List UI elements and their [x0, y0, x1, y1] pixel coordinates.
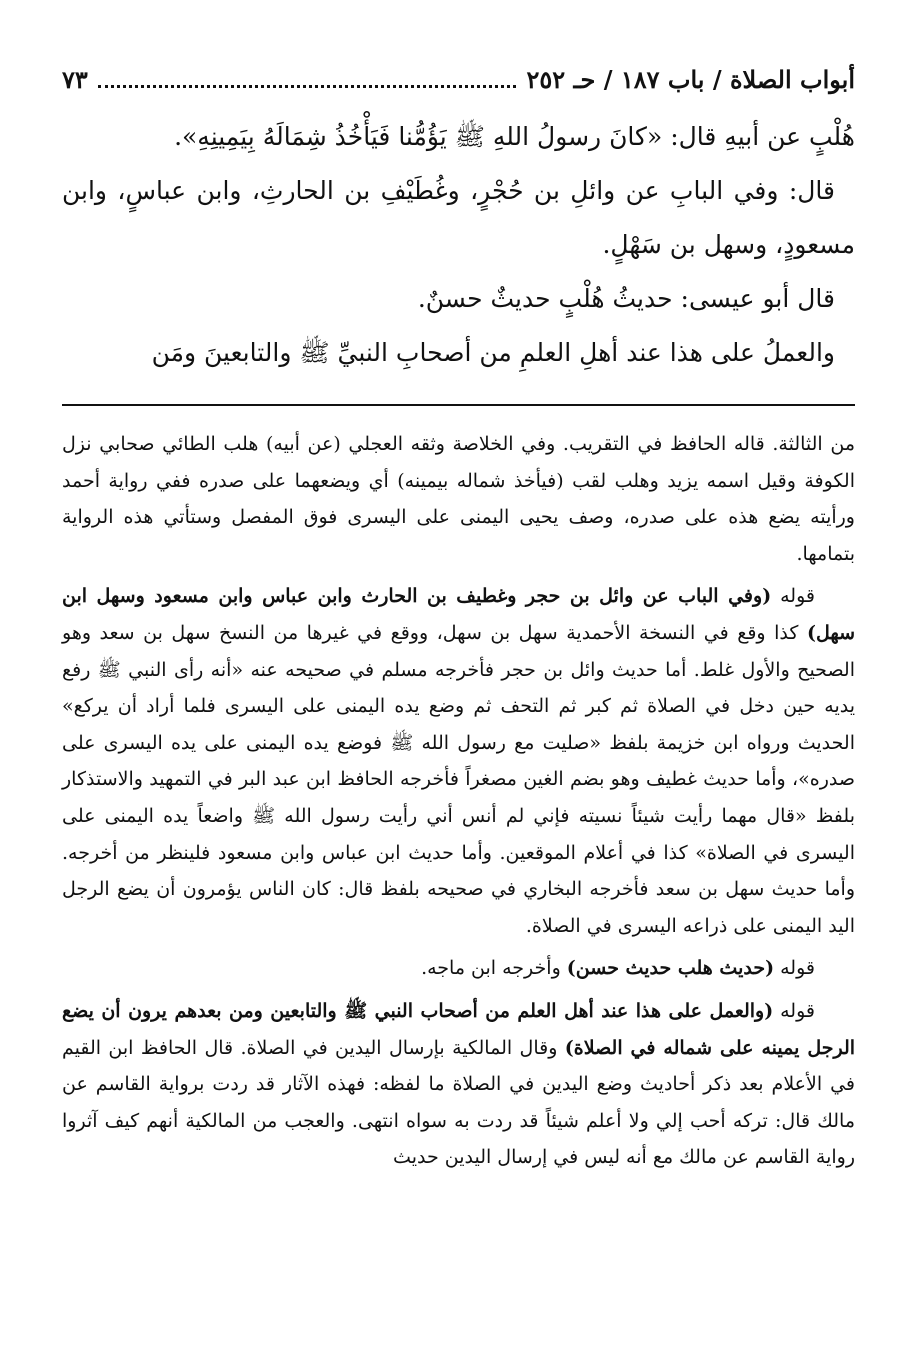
commentary-lead: قوله: [780, 957, 815, 980]
footnote-separator: [62, 404, 855, 406]
hadith-paragraph: قال: وفي البابِ عن وائلِ بن حُجْرٍ، وغُطَيْفِ بن الحارثِ، وابن عباسٍ، وابن مسعودٍ، وسهل بن سَهْلٍ.: [62, 176, 855, 259]
commentary: [62, 426, 855, 1176]
hadith-paragraph: هُلْبٍ عن أبيهِ قال: «كانَ رسولُ اللهِ ﷺ يَؤُمُّنا فَيَأْخُذُ شِمَالَهُ بِيَمِينِهِ».: [174, 122, 855, 151]
commentary-lead: قوله: [780, 999, 815, 1022]
page-number: ٧٣: [62, 65, 88, 94]
hadith-paragraph: قال أبو عيسى: حديثُ هُلْبٍ حديثٌ حسنٌ.: [417, 284, 835, 313]
hadith-paragraph: والعملُ على هذا عند أهلِ العلمِ من أصحابِ النبيِّ ﷺ والتابعينَ ومَن: [151, 338, 835, 367]
commentary-quote: (وفي الباب عن وائل بن حجر وغطيف بن الحارث وابن عباس وابن مسعود وسهل ابن سهل): [62, 585, 856, 644]
book-page: [62, 60, 855, 1330]
hadith-text: [62, 110, 855, 380]
commentary-paragraph: [62, 993, 855, 1176]
leader-dots: [98, 85, 517, 88]
commentary-lead: قوله: [780, 585, 815, 608]
commentary-paragraph: [62, 578, 855, 944]
running-head: [62, 60, 855, 104]
commentary-body: وقال المالكية بإرسال اليدين في الصلاة. قال الحافظ ابن القيم في الأعلام بعد ذكر أحاديث وضع اليدين في الصلاة ما لفظه: فهذه الآثار قد ردت برواية القاسم عن مالك قال: تركه أحب إلي ولا أعلم شيئاً قد ردت به سواه انتهى. والعجب من المالكية أنهم كيف آثروا رواية القاسم عن مالك مع أنه ليس في إرسال اليدين حديث: [62, 1036, 855, 1169]
commentary-quote: (حديث هلب حديث حسن): [566, 957, 775, 980]
chapter-title: أبواب الصلاة / باب ١٨٧ / حـ ٢٥٢: [526, 65, 855, 94]
commentary-paragraph: [62, 950, 855, 987]
commentary-body: وأخرجه ابن ماجه.: [421, 957, 561, 980]
commentary-body: كذا وقع في النسخة الأحمدية سهل بن سهل، ووقع في غيرها من النسخ سهل بن سعد وهو الصحيح والأول غلط. أما حديث وائل بن حجر فأخرجه مسلم في صحيحه عنه «أنه رأى النبي ﷺ رفع يديه حين دخل في الصلاة ثم كبر ثم التحف ثم وضع يده اليمنى على اليسرى فلما أراد أن يركع» الحديث ورواه ابن خزيمة بلفظ «صليت مع رسول الله ﷺ فوضع يده اليمنى على يده اليسرى على صدره»، وأما حديث غطيف وهو بضم الغين مصغراً فأخرجه الحافظ ابن عبد البر في التمهيد والاستذكار بلفظ «قال مهما رأيت شيئاً نسيته فإني لم أنس أني رأيت رسول الله ﷺ واضعاً يده اليمنى على اليسرى في الصلاة» كذا في أعلام الموقعين. وأما حديث ابن عباس وابن مسعود فلينظر من أخرجه. وأما حديث سهل بن سعد فأخرجه البخاري في صحيحه بلفظ قال: كان الناس يؤمرون أن يضع الرجل اليد اليمنى على ذراعه اليسرى في الصلاة.: [62, 621, 855, 937]
commentary-quote: (والعمل على هذا عند أهل العلم من أصحاب النبي ﷺ والتابعين ومن بعدهم يرون أن يضع الرجل يمينه على شماله في الصلاة): [62, 999, 856, 1059]
commentary-paragraph: من الثالثة. قاله الحافظ في التقريب. وفي الخلاصة وثقه العجلي (عن أبيه) هلب الطائي صحابي نزل الكوفة وقيل اسمه يزيد وهلب لقب (فيأخذ شماله بيمينه) أي ويضعهما على صدره ففي رواية أحمد ورأيته يضع هذه على صدره، وصف يحيى اليمنى على اليسرى فوق المفصل وستأتي هذه الرواية بتمامها.: [62, 433, 855, 565]
